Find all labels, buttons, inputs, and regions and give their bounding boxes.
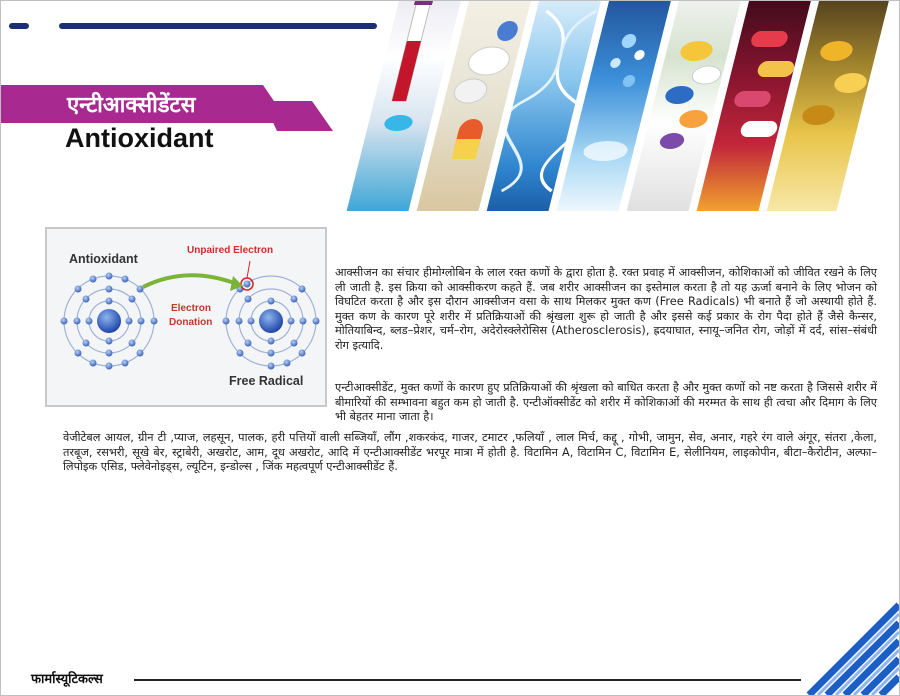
corner-stripes-decoration [769,565,899,695]
title-ribbon-tail [263,101,333,131]
antioxidant-label: Antioxidant [69,252,138,266]
electron-donation-arrow [143,275,237,287]
donation-label: Donation [169,317,213,328]
header-rule-bar [59,23,377,29]
paragraph-oxygen-free-radicals: आक्सीजन का संचार हीमोग्लोबिन के लाल रक्त कणों के द्वारा होता है. रक्त प्रवाह में आक्सीजन, कोशिकाओं को जीवित रखने के लिए ली जाती है. इस क्रिया को आक्सीकरण कहते हैं. जब शरीर आक्सीजन का इस्तेमाल करता है तो यह ऊर्जा बनाने के लिए भोजन को विघटित करता है और इस दौरान आक्सीजन वसा के साथ मिलकर मुक्त कण (Free Radicals) भी बनाते हैं जो अस्थायी होते हैं. मुक्त कण के कारण पूरे शरीर में प्रतिक्रियाओं की श्रृंखला शुरू हो जाती है और इससे कई प्रकार के रोग पैदा होते हैं जैसे कैन्सर, मोतियाबिन्द, ब्लड–प्रेशर, चर्म–रोग, अदेरोस्क्लेरोसिस (Atherosclerosis), ह्रदयाघात, स्नायू–जनित रोग, जोड़ों में दर्द, सांस–संबंधी रोग इत्यादि. [335,266,877,352]
antioxidant-diagram [45,227,327,407]
paragraph-antioxidant-sources: वेजीटेबल आयल, ग्रीन टी ,प्याज, लहसून, पालक, हरी पत्तियों वाली सब्जियाँ, लौंग ,शकरकंद, गाजर, टमाटर ,फलियाँ , लाल मिर्च, कद्दू , गोभी, जामुन, सेव, अनार, गहरे रंग वाले अंगूर, संतरा ,केला, तरबूज, रसभरी, सूखे बेर, स्ट्राबेरी, अखरोट, आम, दूध अखरोट, आदि में एन्टीआक्सीडेंट भरपूर मात्रा में होती है. विटामिन A, विटामिन C, विटामिन E, सेलीनियम, लाइकोपीन, बीटा–कैरोटीन, अल्फा–लिपोइक एसिड, फ्लेवेनोइड्स, ल्यूटिन, इन्डोल्स , जिंक महत्वपूर्ण एन्टीआक्सीडेंट हैं. [63,431,877,474]
footer-rule [134,679,801,681]
electron-label: Electron [171,303,212,314]
page-title-hindi: एन्टीआक्सीडेंटस [67,93,196,118]
paragraph-antioxidant-role: एन्टीआक्सीडेंट, मुक्त कणों के कारण हुए प्रतिक्रियाओं की श्रृंखला को बाधित करता है और मुक्त कणों को नष्ट करता है जिससे शरीर में बीमारियों की सम्भावना बहुत कम हो जाती है. एन्टीऑक्सीडेंट को शरीर में कोशिकाओं की मरम्मत के साथ ही त्वचा और दिमाग के लिए भी बेहतर माना जाता है। [335,381,877,424]
header-accent-bar [9,23,29,29]
footer-section-label: फार्मास्यूटिकल्स [31,672,103,687]
electron-donation-illustration [47,229,325,405]
page-title-english: Antioxidant [65,123,214,153]
unpaired-electron-label: Unpaired Electron [187,245,274,256]
free-radical-label: Free Radical [229,374,304,388]
